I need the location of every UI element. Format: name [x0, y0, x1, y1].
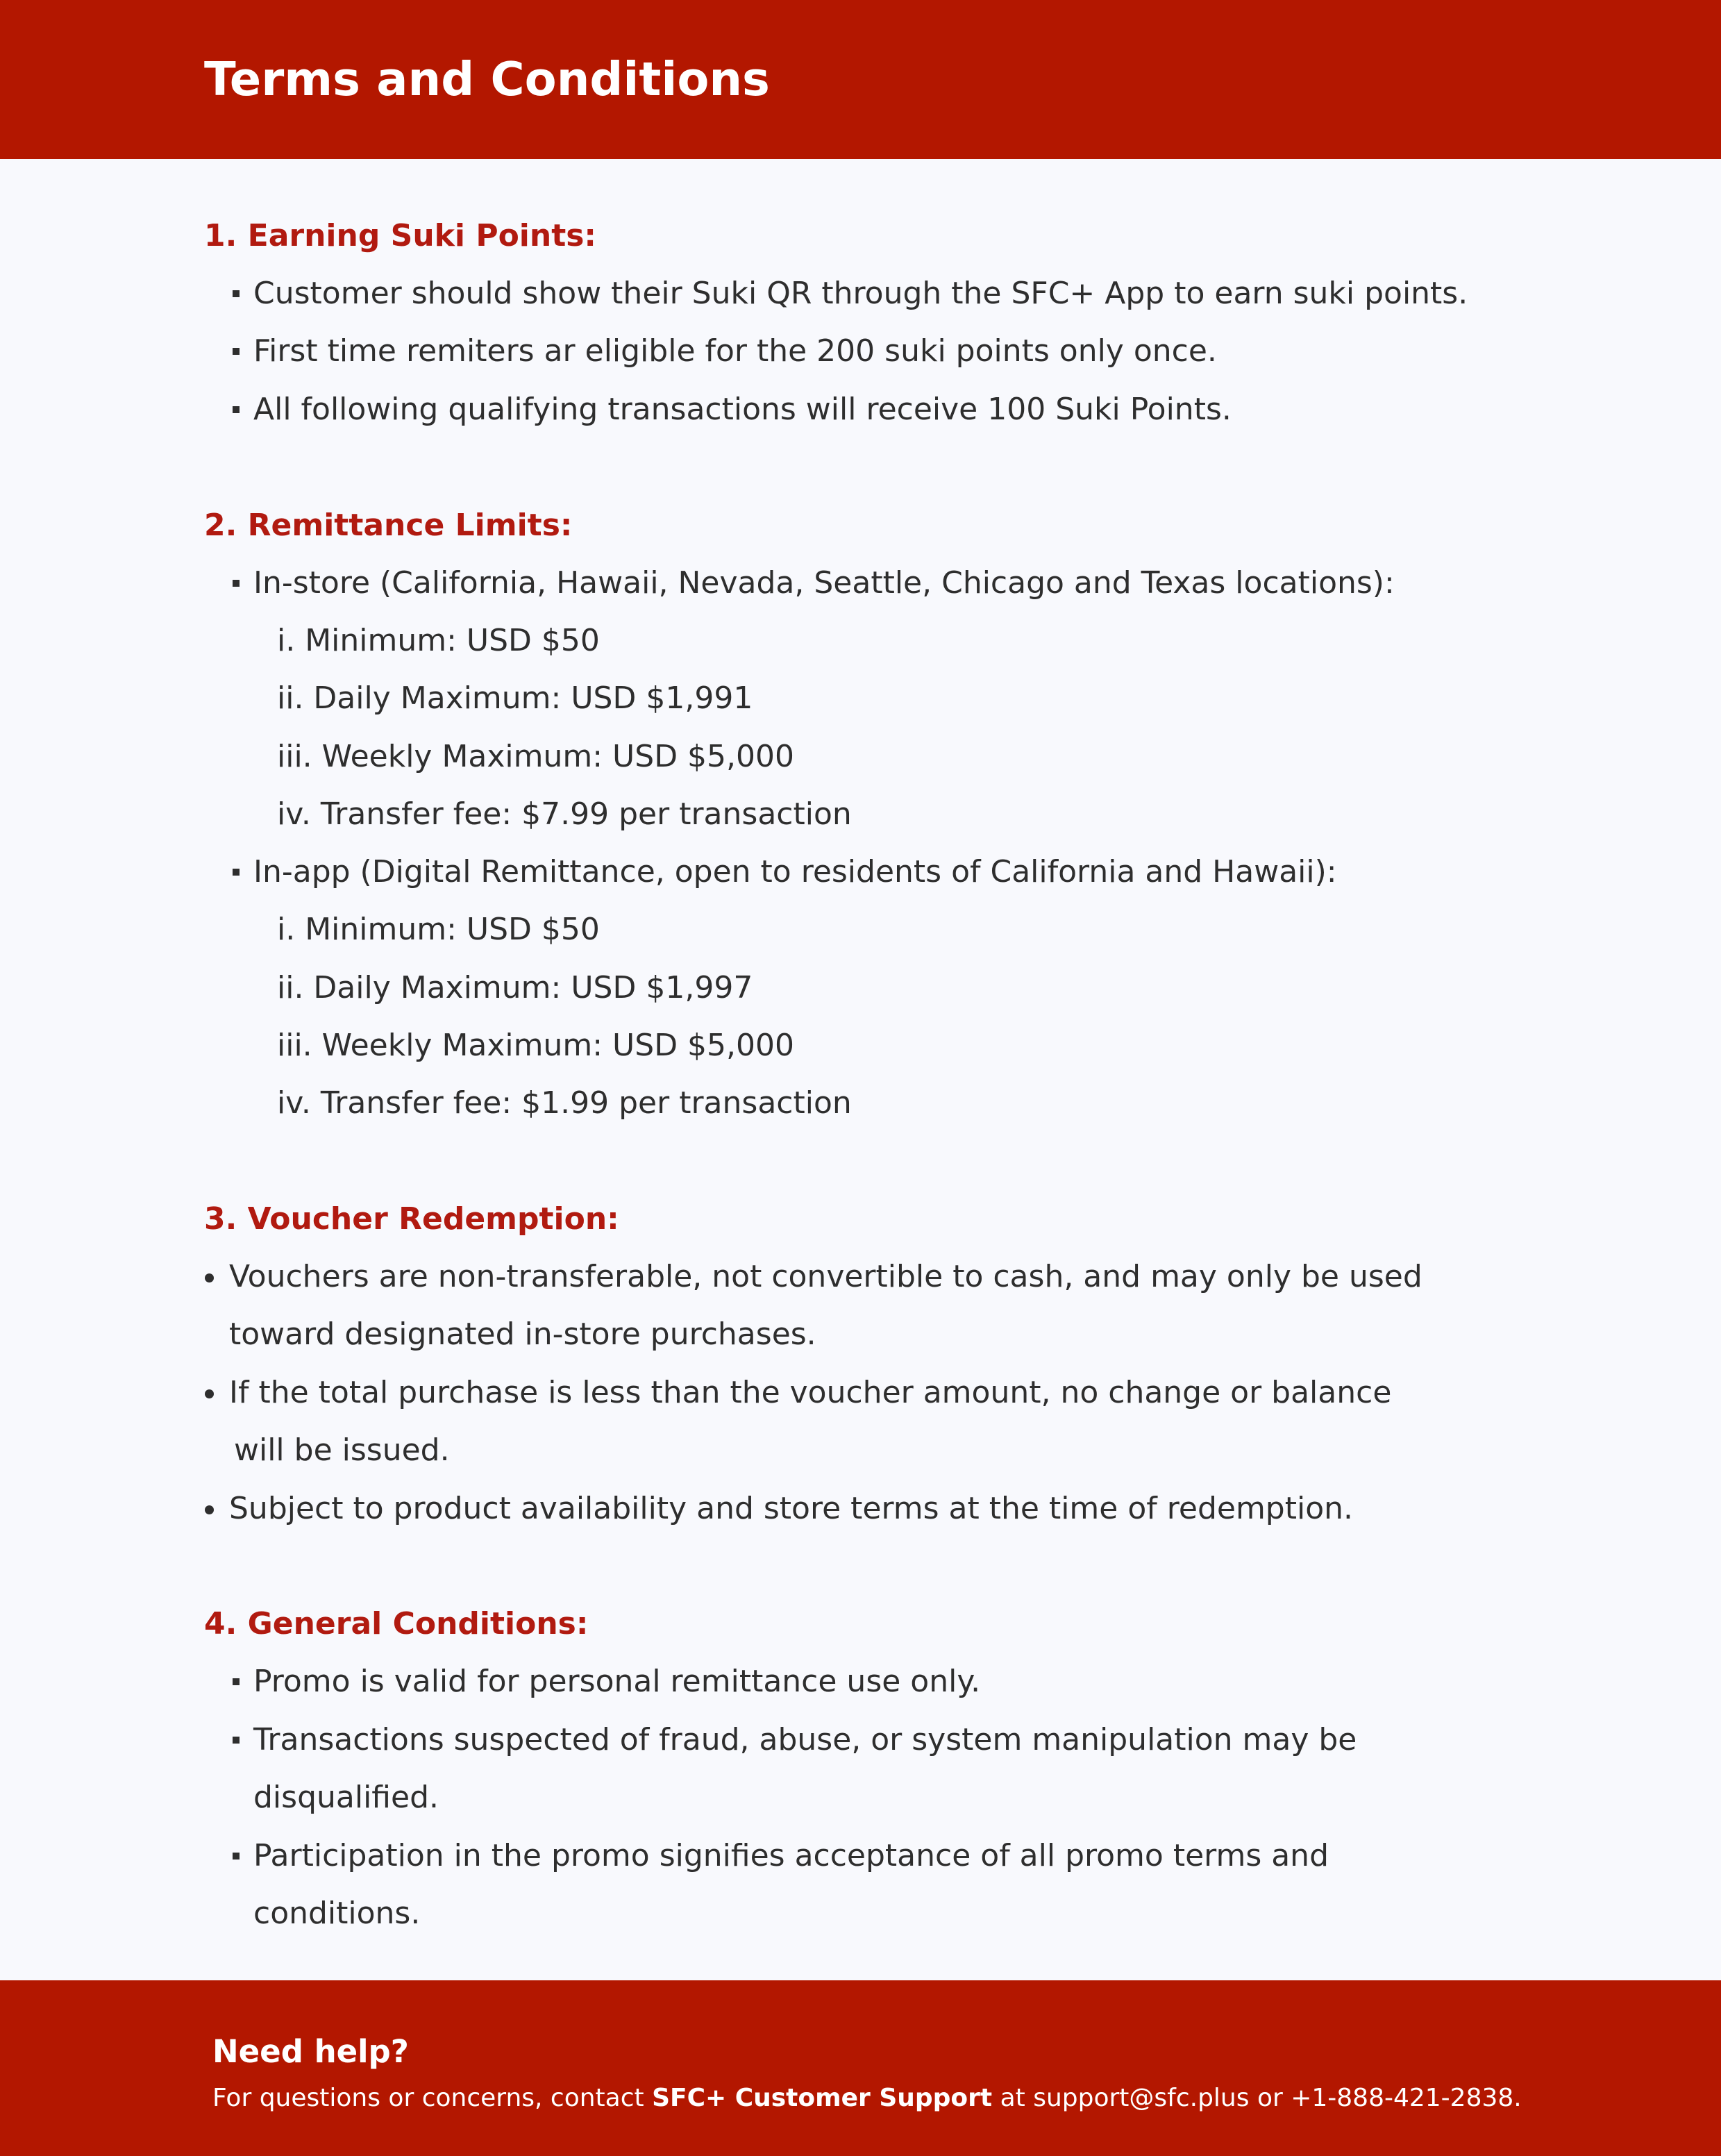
help-text-contact-details: at support@sfc.plus or +1-888-421-2838.	[992, 2084, 1522, 2112]
list-item-continuation: toward designated in-store purchases.	[229, 1317, 816, 1352]
list-item: First time remiters ar eligible for the 200 suki points only once.	[253, 333, 1217, 369]
sub-list-item: iv. Transfer fee: $1.99 per transaction	[277, 1085, 852, 1121]
help-text-prefix: For questions or concerns, contact	[212, 2084, 653, 2112]
list-item: Participation in the promo signifies acceptance of all promo terms and	[253, 1838, 1329, 1873]
sub-list-item: iii. Weekly Maximum: USD $5,000	[277, 739, 795, 774]
section-heading-earning-suki-points: 1. Earning Suki Points:	[204, 218, 597, 253]
help-contact-text	[212, 2082, 1522, 2115]
section-heading-remittance-limits: 2. Remittance Limits:	[204, 508, 573, 543]
bullet-marker	[233, 580, 240, 587]
section-heading-voucher-redemption: 3. Voucher Redemption:	[204, 1201, 619, 1237]
sub-list-item: iii. Weekly Maximum: USD $5,000	[277, 1028, 795, 1063]
sub-list-item: i. Minimum: USD $50	[277, 623, 600, 658]
sub-list-item: i. Minimum: USD $50	[277, 912, 600, 947]
section-heading-general-conditions: 4. General Conditions:	[204, 1606, 589, 1641]
list-item: Subject to product availability and store terms at the time of redemption.	[229, 1491, 1353, 1526]
bullet-marker	[233, 1853, 240, 1860]
list-item-continuation: will be issued.	[234, 1432, 450, 1468]
list-item: Transactions suspected of fraud, abuse, or system manipulation may be	[253, 1722, 1357, 1757]
bullet-marker	[205, 1505, 214, 1514]
list-item-in-app: In-app (Digital Remittance, open to residents of California and Hawaii):	[253, 854, 1337, 889]
list-item: All following qualifying transactions will receive 100 Suki Points.	[253, 392, 1232, 427]
sub-list-item: ii. Daily Maximum: USD $1,997	[277, 970, 753, 1005]
bullet-marker	[233, 1678, 240, 1685]
bullet-marker	[205, 1389, 214, 1398]
help-title: Need help?	[212, 2033, 409, 2070]
bullet-marker	[233, 290, 240, 297]
bullet-marker	[233, 348, 240, 355]
bullet-marker	[205, 1273, 214, 1282]
help-footer	[0, 1980, 1721, 2156]
header-banner	[0, 0, 1721, 159]
page-title: Terms and Conditions	[204, 52, 770, 106]
list-item-continuation: disqualified.	[253, 1780, 439, 1815]
list-item: If the total purchase is less than the voucher amount, no change or balance	[229, 1375, 1392, 1410]
bullet-marker	[233, 1737, 240, 1744]
sub-list-item: iv. Transfer fee: $7.99 per transaction	[277, 796, 852, 832]
list-item-continuation: conditions.	[253, 1896, 421, 1931]
bullet-marker	[233, 406, 240, 413]
sub-list-item: ii. Daily Maximum: USD $1,991	[277, 680, 753, 716]
list-item: Vouchers are non-transferable, not convertible to cash, and may only be used	[229, 1259, 1422, 1294]
support-name: SFC+ Customer Support	[652, 2084, 993, 2112]
list-item: Promo is valid for personal remittance use only.	[253, 1664, 981, 1699]
list-item-in-store: In-store (California, Hawaii, Nevada, Seattle, Chicago and Texas locations):	[253, 565, 1395, 601]
bullet-marker	[233, 869, 240, 876]
list-item: Customer should show their Suki QR through the SFC+ App to earn suki points.	[253, 276, 1468, 311]
